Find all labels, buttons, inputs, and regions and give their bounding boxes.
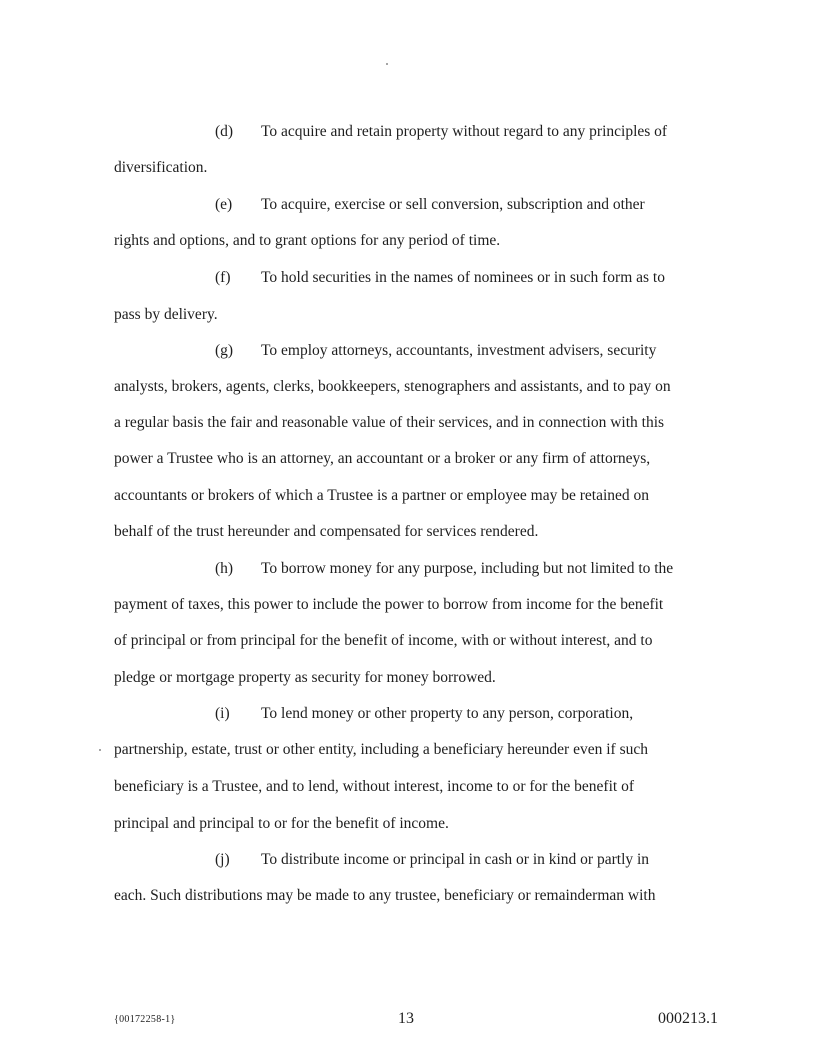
paragraph-d-label: (d) [215, 123, 234, 140]
scan-speck [99, 749, 101, 751]
paragraph-d-line-1: (d) To acquire and retain property without regard to any principles of [215, 123, 668, 140]
footer-document-id: {00172258-1} [114, 1014, 176, 1025]
paragraph-e-line-2: rights and options, and to grant options for any period of time. [114, 232, 501, 249]
paragraph-g-line-1: (g) To employ attorneys, accountants, investment advisers, security [215, 342, 657, 359]
paragraph-h-label: (h) [215, 560, 234, 577]
paragraph-i-line-4: principal and principal to or for the benefit of income. [114, 815, 449, 832]
paragraph-g-line-3: a regular basis the fair and reasonable value of their services, and in connection with this [114, 414, 665, 431]
paragraph-h-line-2: payment of taxes, this power to include the power to borrow from income for the benefit [114, 596, 664, 613]
paragraph-g-line-4: power a Trustee who is an attorney, an accountant or a broker or any firm of attorneys, [114, 450, 651, 467]
paragraph-i-line-1: (i) To lend money or other property to any person, corporation, [215, 705, 634, 722]
paragraph-i-line-3: beneficiary is a Trustee, and to lend, without interest, income to or for the benefit of [114, 778, 634, 795]
paragraph-j-line-2: each. Such distributions may be made to any trustee, beneficiary or remainderman with [114, 887, 656, 904]
footer-page-number: 13 [398, 1010, 414, 1027]
paragraph-h-line-4: pledge or mortgage property as security for money borrowed. [114, 669, 496, 686]
paragraph-g-line-5: accountants or brokers of which a Trustee is a partner or employee may be retained on [114, 487, 650, 504]
paragraph-d-line-2: diversification. [114, 159, 208, 176]
paragraph-g-line-6: behalf of the trust hereunder and compensated for services rendered. [114, 523, 539, 540]
scan-speck [386, 63, 388, 65]
paragraph-f-label: (f) [215, 269, 231, 286]
paragraph-i-label: (i) [215, 705, 230, 722]
paragraph-g-line-2: analysts, brokers, agents, clerks, bookkeepers, stenographers and assistants, and to pay on [114, 378, 671, 395]
footer-document-code: 000213.1 [658, 1010, 718, 1027]
paragraph-j-line-1: (j) To distribute income or principal in cash or in kind or partly in [215, 851, 650, 868]
paragraph-f-line-1: (f) To hold securities in the names of nominees or in such form as to [215, 269, 665, 286]
paragraph-e-line-1: (e) To acquire, exercise or sell conversion, subscription and other [215, 196, 645, 213]
paragraph-i-line-2: partnership, estate, trust or other entity, including a beneficiary hereunder even if such [114, 741, 648, 758]
paragraph-j-label: (j) [215, 851, 230, 868]
paragraph-f-line-2: pass by delivery. [114, 306, 218, 323]
paragraph-h-line-1: (h) To borrow money for any purpose, including but not limited to the [215, 560, 674, 577]
paragraph-g-label: (g) [215, 342, 234, 359]
paragraph-e-label: (e) [215, 196, 233, 213]
paragraph-h-line-3: of principal or from principal for the benefit of income, with or without interest, and to [114, 632, 653, 649]
